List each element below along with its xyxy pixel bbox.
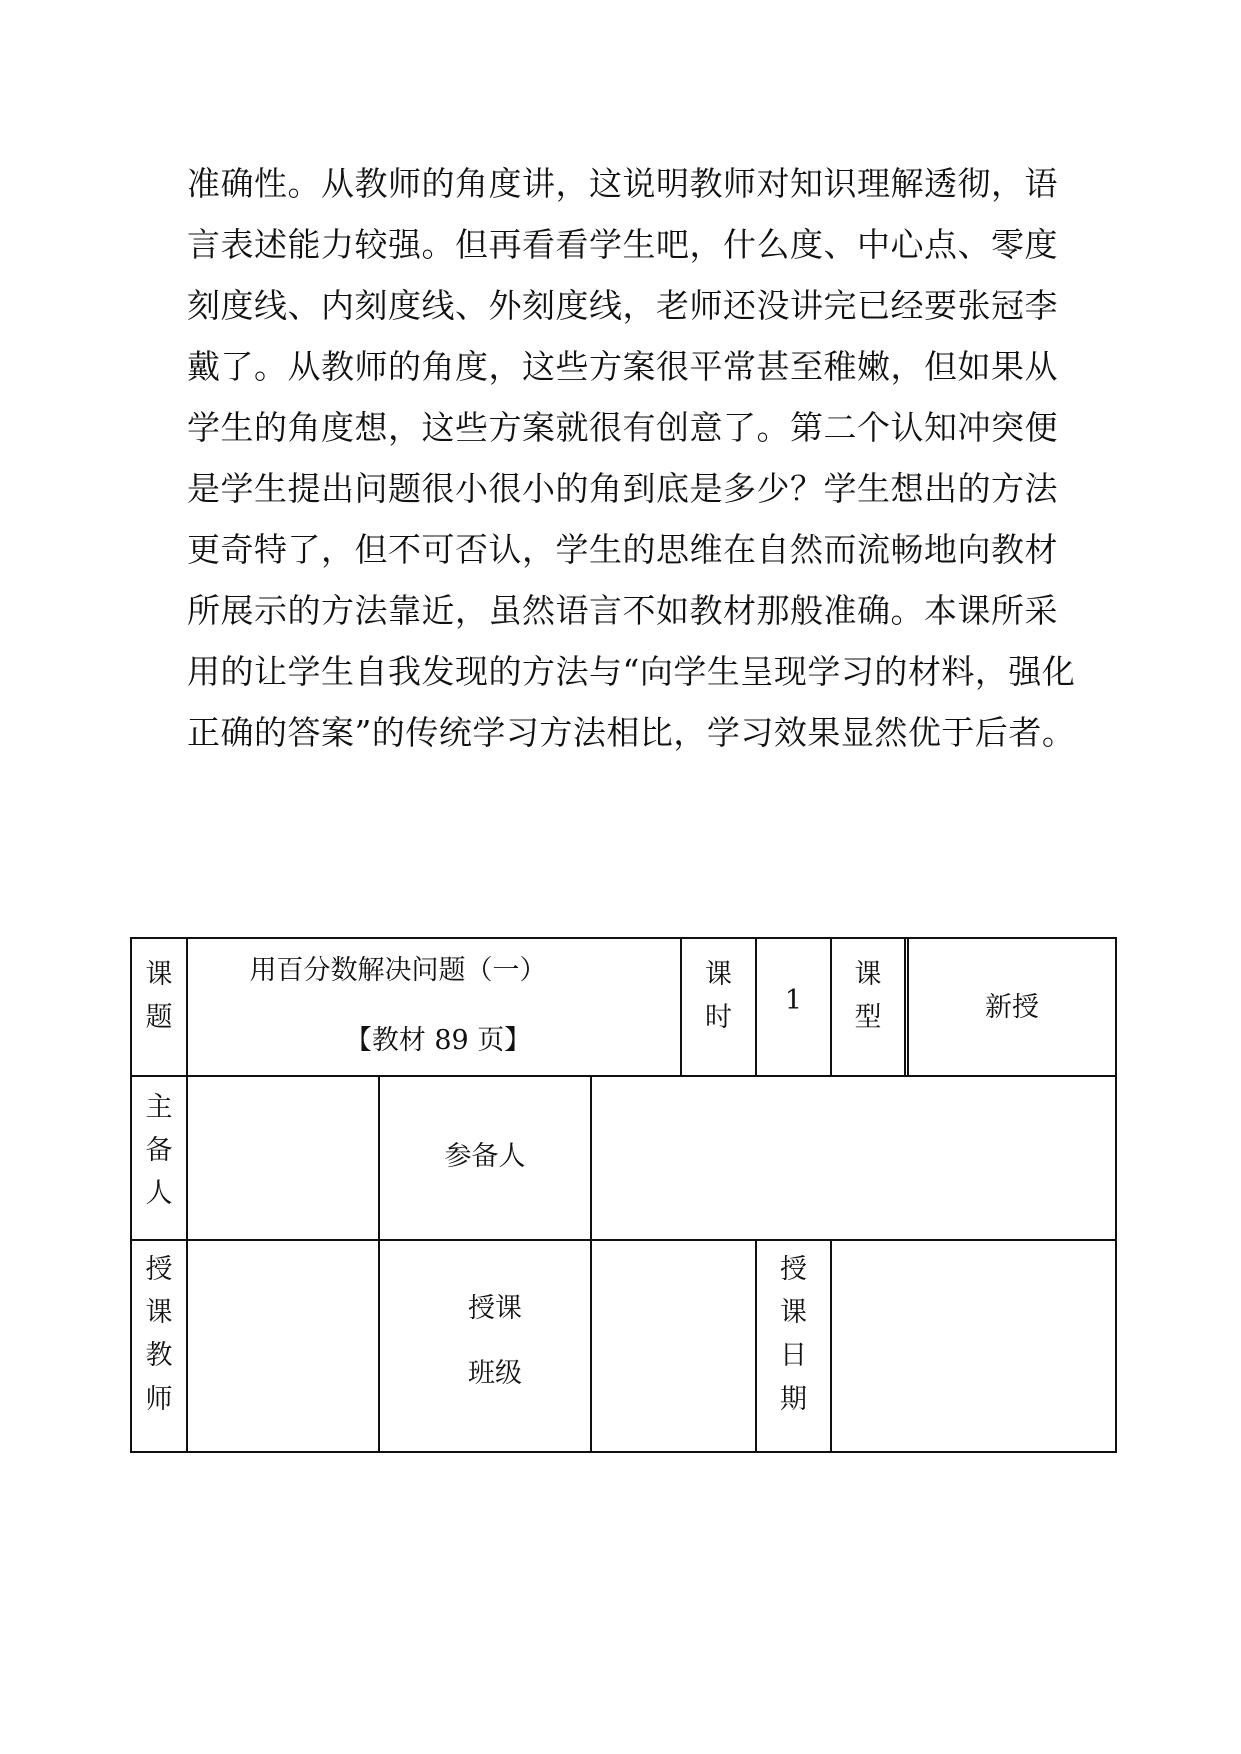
topic-title: 用百分数解决问题（一） — [249, 955, 547, 986]
topic-pages: 【教材 89 页】 — [344, 1025, 532, 1056]
preparer-label: 主 备 人 — [145, 1092, 173, 1210]
type-value: 新授 — [985, 992, 1039, 1023]
paragraph-line: 戴了。从教师的角度，这些方案很平常甚至稚嫩，但如果从 — [187, 347, 1058, 386]
teacher-label: 授 课 教 师 — [145, 1254, 173, 1415]
table-border — [130, 1239, 1117, 1241]
topic-label: 课 题 — [145, 959, 173, 1034]
table-border — [830, 1239, 832, 1453]
paragraph-line: 正确的答案”的传统学习方法相比，学习效果显然优于后者。 — [187, 713, 1076, 752]
paragraph-line: 用的让学生自我发现的方法与“向学生呈现学习的材料，强化 — [187, 652, 1076, 691]
date-label: 授 课 日 期 — [780, 1254, 807, 1415]
period-value: 1 — [784, 985, 803, 1016]
table-border — [904, 937, 906, 1077]
period-label: 课 时 — [705, 959, 732, 1034]
table-border — [830, 937, 832, 1077]
class-label: 授课 班级 — [468, 1293, 522, 1389]
table-border — [130, 937, 132, 1453]
table-border — [1115, 937, 1117, 1453]
paragraph-line: 准确性。从教师的角度讲，这说明教师对知识理解透彻，语 — [187, 164, 1058, 203]
table-border — [186, 937, 188, 1453]
table-border — [680, 937, 682, 1077]
paragraph-line: 刻度线、内刻度线、外刻度线，老师还没讲完已经要张冠李 — [187, 286, 1058, 325]
table-border — [130, 1451, 1117, 1453]
table-border — [130, 937, 1117, 939]
table-border — [755, 937, 757, 1077]
table-border — [590, 1075, 592, 1453]
table-border — [378, 1075, 380, 1453]
paragraph-line: 学生的角度想，这些方案就很有创意了。第二个认知冲突便 — [187, 408, 1058, 447]
paragraph-line: 更奇特了，但不可否认，学生的思维在自然而流畅地向教材 — [187, 530, 1058, 569]
table-border — [907, 937, 909, 1077]
paragraph-line: 言表述能力较强。但再看看学生吧，什么度、中心点、零度 — [187, 225, 1058, 264]
type-label: 课 型 — [854, 959, 882, 1034]
participants-label: 参备人 — [444, 1141, 526, 1172]
table-border — [130, 1075, 1117, 1077]
paragraph-line: 所展示的方法靠近，虽然语言不如教材那般准确。本课所采 — [187, 591, 1058, 630]
paragraph-line: 是学生提出问题很小很小的角到底是多少？学生想出的方法 — [187, 469, 1058, 508]
table-border — [755, 1239, 757, 1453]
body-paragraph — [187, 153, 1076, 763]
